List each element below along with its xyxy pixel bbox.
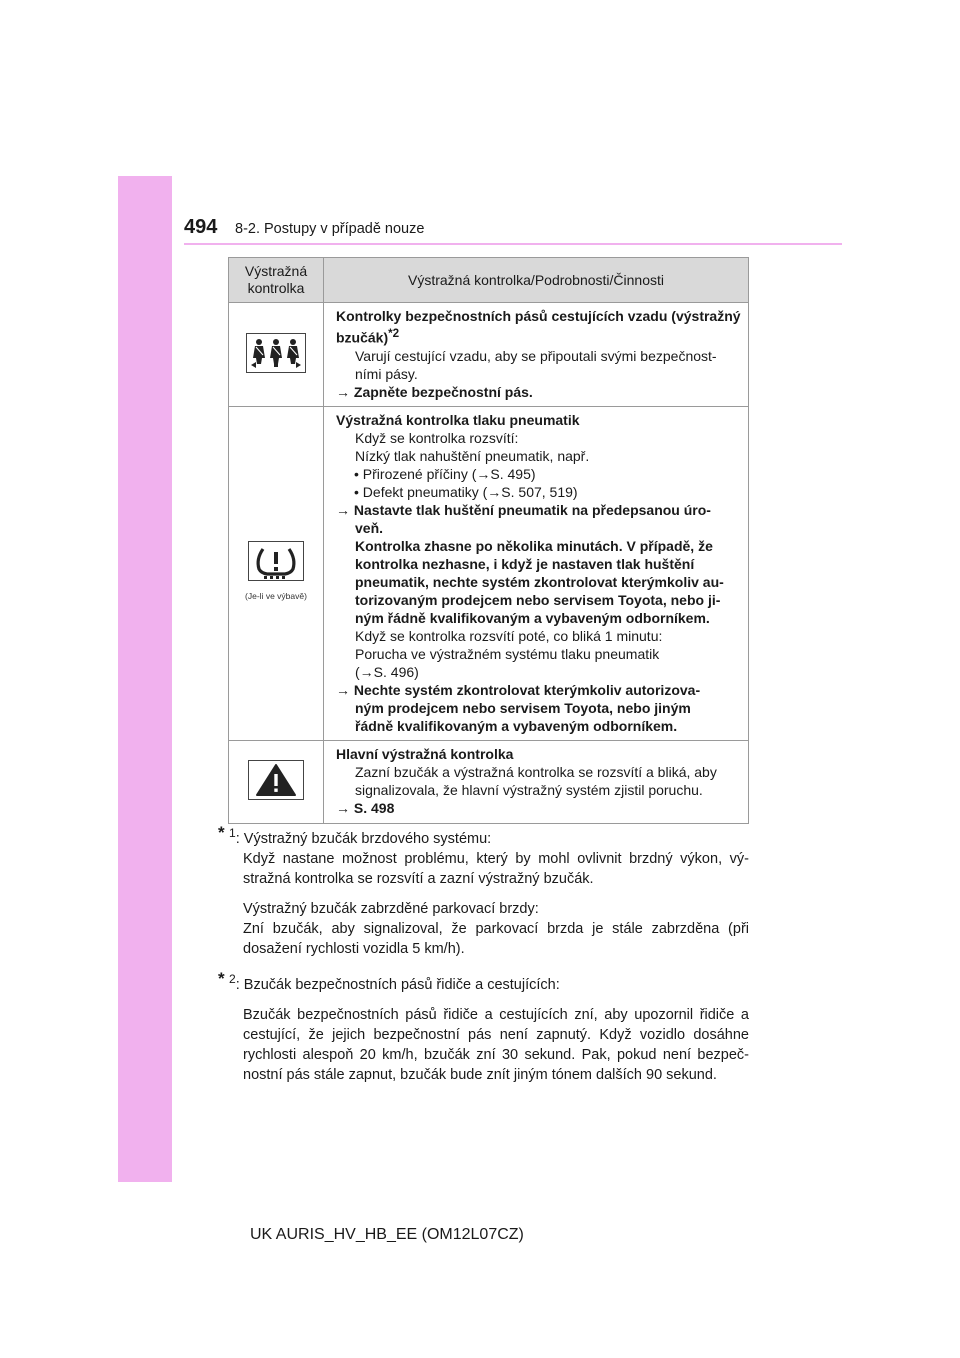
row-action: řádně kvalifikovaným a vybaveným odborníkem. bbox=[355, 717, 678, 734]
footnote-2-head bbox=[218, 969, 749, 995]
row-title: Kontrolky bezpečnostních pásů cestujících vzadu (výstražný bzučák)$^{*2}$ bbox=[336, 308, 741, 346]
details-cell bbox=[324, 740, 749, 823]
icon-cell bbox=[229, 303, 324, 407]
footnote-1-head bbox=[218, 823, 749, 849]
table-row bbox=[229, 303, 749, 407]
table-row bbox=[229, 406, 749, 740]
row-title: Hlavní výstražná kontrolka bbox=[336, 745, 514, 762]
row-action: torizovaným prodejcem nebo servisem Toyota, nebo ji- bbox=[355, 591, 721, 608]
column-header-details: Výstražná kontrolka/Podrobnosti/Činnosti bbox=[324, 258, 749, 303]
row-text: Varují cestující vzadu, aby se připoutali svými bezpečnost- bbox=[355, 347, 717, 364]
warning-lights-table bbox=[228, 257, 749, 824]
row-text: Když se kontrolka rozsvítí poté, co bliká 1 minutu: bbox=[355, 627, 663, 644]
row-text: signalizovala, že hlavní výstražný systém zjistil poruchu. bbox=[355, 781, 703, 798]
footnote-number: 1 bbox=[229, 826, 236, 840]
row-text: ními pásy. bbox=[355, 365, 418, 382]
details-cell bbox=[324, 406, 749, 740]
tire-pressure-warning-icon bbox=[248, 541, 304, 581]
footnote-heading: : Výstražný bzučák brzdového systému: bbox=[235, 830, 492, 847]
row-action: ným prodejcem nebo servisem Toyota, nebo jiným bbox=[355, 699, 691, 716]
section-title: 8-2. Postupy v případě nouze bbox=[235, 221, 425, 237]
section-sidebar-tab bbox=[118, 176, 172, 1182]
row-action: → Nastavte tlak huštění pneumatik na předepsanou úro- bbox=[336, 501, 711, 518]
row-action: → Nechte systém zkontrolovat kterýmkoliv autorizova- bbox=[336, 681, 701, 698]
header-rule bbox=[184, 243, 842, 245]
row-text: Porucha ve výstražném systému tlaku pneumatik bbox=[355, 645, 660, 662]
row-action: ným řádně kvalifikovaným a vybaveným odborníkem. bbox=[355, 609, 710, 626]
details-cell bbox=[324, 303, 749, 407]
rear-seatbelt-warning-icon bbox=[246, 333, 306, 373]
footnote-text: Když nastane možnost problému, který by mohl ovlivnit brzdný výkon, vý-stražná kontrolka se rozsvítí a zazní výstražný bzučák. bbox=[243, 850, 749, 887]
column-header-light: Výstražná kontrolka bbox=[229, 258, 324, 303]
footnote-marker: * bbox=[218, 968, 225, 988]
row-bullet: • Defekt pneumatiky (→S. 507, 519) bbox=[354, 483, 578, 500]
document-code: UK AURIS_HV_HB_EE (OM12L07CZ) bbox=[250, 1226, 524, 1243]
footnote-number: 2 bbox=[229, 971, 236, 986]
footnotes bbox=[218, 823, 749, 1085]
arrow-right-icon: → bbox=[336, 383, 354, 400]
table-row bbox=[229, 740, 749, 823]
footnote-marker: * bbox=[218, 823, 225, 842]
icon-caption: (Je-li ve výbavě) bbox=[245, 591, 307, 602]
footnote-text: Výstražný bzučák zabrzděné parkovací brzdy: bbox=[243, 900, 539, 917]
row-action: → Zapněte bezpečnostní pás. bbox=[336, 383, 533, 400]
row-action: → S. 498 bbox=[336, 799, 395, 816]
master-warning-icon bbox=[248, 760, 304, 800]
row-title: Výstražná kontrolka tlaku pneumatik bbox=[336, 411, 580, 428]
row-bullet: • Přirozené příčiny (→S. 495) bbox=[354, 465, 536, 482]
page-number: 494 bbox=[184, 216, 218, 238]
arrow-right-icon: → bbox=[336, 799, 354, 816]
footnote-heading: : Bzučák bezpečnostních pásů řidiče a cestujících: bbox=[235, 976, 560, 993]
row-action: pneumatik, nechte systém zkontrolovat kterýmkoliv au- bbox=[355, 573, 724, 590]
row-text: Když se kontrolka rozsvítí: bbox=[355, 429, 519, 446]
row-text: Zazní bzučák a výstražná kontrolka se rozsvítí a bliká, aby bbox=[355, 763, 717, 780]
icon-cell bbox=[229, 740, 324, 823]
footnote-text: Bzučák bezpečnostních pásů řidiče a cestujících zní, aby upozornil řidiče a cestující, že jejich bezpečnostní pás není zapnutý. Když vozidlo dosáhne rychlosti alespoň 20 km/h, bzučák zní 30 sekund. Pak, pokud není bezpeč-nostní pás stále zapnut, bzučák bude znít jiným tónem dalších 90 sekund. bbox=[243, 1006, 749, 1083]
icon-cell bbox=[229, 406, 324, 740]
row-action: veň. bbox=[355, 519, 384, 536]
footnote-ref: *2 bbox=[388, 327, 400, 340]
footnote-text: Zní bzučák, aby signalizoval, že parkovací brzda je stále zabrzděna (při dosažení rychlosti vozidla 5 km/h). bbox=[243, 920, 749, 957]
table-header-row bbox=[229, 258, 749, 303]
row-text: Nízký tlak nahuštění pneumatik, např. bbox=[355, 447, 590, 464]
row-action: Kontrolka zhasne po několika minutách. V případě, že bbox=[355, 537, 713, 554]
row-text: (→S. 496) bbox=[355, 663, 419, 680]
row-action: kontrolka nezhasne, i když je nastaven tlak huštění bbox=[355, 555, 695, 572]
